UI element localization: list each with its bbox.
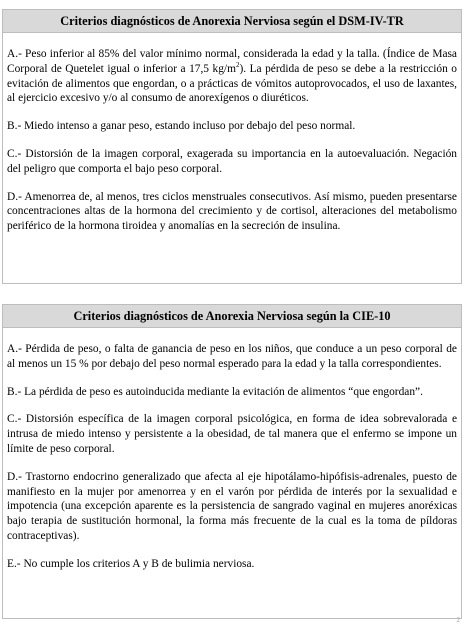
dsm-criterion-b: B.- Miedo intenso a ganar peso, estando incluso por debajo del peso normal. <box>7 120 356 133</box>
cie-criterion-e: E.- No cumple los criterios A y B de bulimia nerviosa. <box>7 557 255 570</box>
cie-criterion-c: C.- Distorsión específica de la imagen corporal psicológica, en forma de idea sobrevalorada e intrusa de miedo intenso y persistente a la obesidad, de tal manera que el enfermo se impone un límite de peso corporal. <box>7 413 457 455</box>
dsm-criteria-title: Criterios diagnósticos de Anorexia Nerviosa según el DSM-IV-TR <box>3 10 461 33</box>
dsm-criteria-box <box>2 9 462 284</box>
page-number: 2 <box>456 616 460 624</box>
cie-criteria-title: Criterios diagnósticos de Anorexia Nerviosa según la CIE-10 <box>3 305 461 328</box>
cie-criterion-d: D.- Trastorno endocrino generalizado que afecta al eje hipotálamo-hipófisis-adrenales, puesto de manifiesto en la mujer por amenorrea y en el varón por pérdida de interés por la sexualidad e impotencia (una excepción aparente es la persistencia de sangrado vaginal en mujeres anoréxicas bajo terapia de sustitución hormonal, la forma más frecuente de la cual es la toma de píldoras contraceptivas). <box>7 470 457 542</box>
dsm-criterion-c: C.- Distorsión de la imagen corporal, exagerada su importancia en la autoevaluación. Negación del peligro que comporta el bajo peso corporal. <box>7 147 457 175</box>
cie-criterion-a: A.- Pérdida de peso, o falta de ganancia de peso en los niños, que conduce a un peso corporal de al menos un 15 % por debajo del peso normal esperado para la edad y la talla correspondientes. <box>7 343 457 370</box>
cie-criterion-b: B.- La pérdida de peso es autoinducida mediante la evitación de alimentos “que engordan”. <box>7 385 423 398</box>
dsm-criterion-a-superscript: 2 <box>235 61 240 69</box>
dsm-criteria-body <box>3 33 461 234</box>
cie-criteria-box <box>2 304 462 619</box>
cie-criteria-body <box>3 328 461 572</box>
dsm-criterion-a <box>7 47 457 106</box>
dsm-criterion-a-text-end: ). La pérdida de peso se debe a la restricción o evitación de alimentos que engordan, o a prácticas de vómitos autoprovocados, el uso de laxantes, al ejercicio excesivo y/o al consumo de anorexígenos o diuréticos. <box>7 62 458 105</box>
dsm-criterion-a-text: A.- Peso inferior al 85% del valor mínimo normal, considerada la edad y la talla. (Índice de Masa Corporal de Quetelet igual o inferior a 17,5 kg/m <box>7 48 457 75</box>
dsm-criterion-d: D.- Amenorrea de, al menos, tres ciclos menstruales consecutivos. Así mismo, pueden presentarse concentraciones altas de la hormona del crecimiento y de cortisol, alteraciones del metabolismo periférico de la hormona tiroidea y anomalías en la secreción de insulina. <box>7 190 457 233</box>
